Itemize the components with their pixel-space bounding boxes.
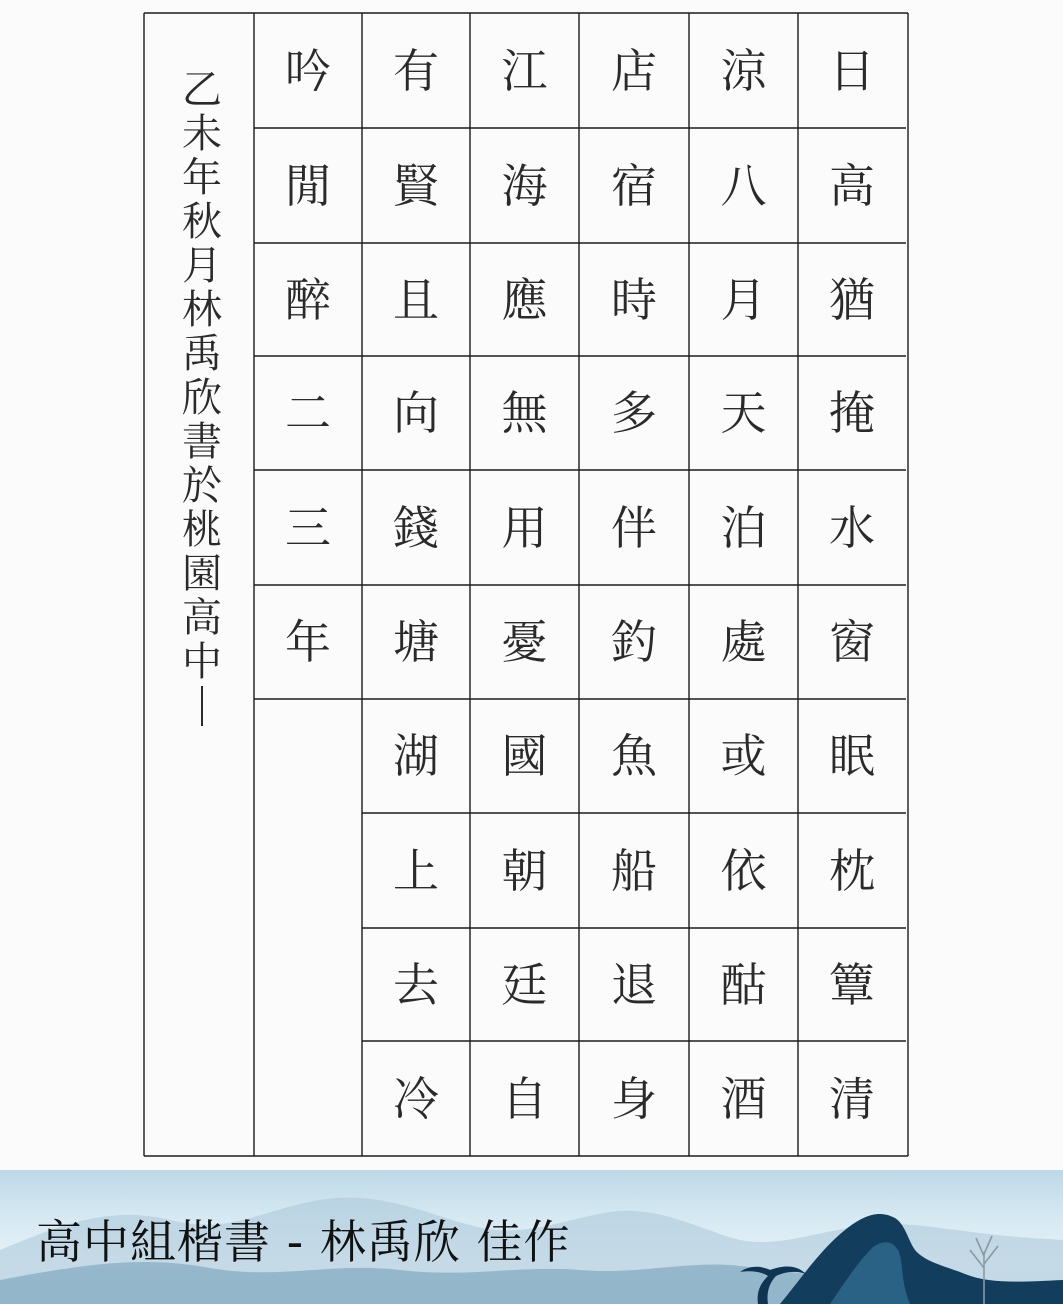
signature-character: 月 xyxy=(182,243,222,289)
signature-character: 未 xyxy=(182,111,222,157)
character-cell: 且 xyxy=(393,272,439,327)
character-cell: 涼 xyxy=(720,43,767,98)
character-cell: 伴 xyxy=(611,500,657,555)
character-cell: 泊 xyxy=(720,500,767,555)
character-cell: 身 xyxy=(611,1071,657,1126)
signature-column xyxy=(152,68,252,726)
character-cell: 二 xyxy=(285,386,331,440)
character-cell: 去 xyxy=(393,957,439,1012)
character-cell: 閒 xyxy=(285,158,331,213)
character-cell: 枕 xyxy=(829,843,875,898)
character-cell: 眠 xyxy=(829,729,875,783)
character-cell: 無 xyxy=(501,386,548,440)
character-cell: 賢 xyxy=(393,158,439,213)
signature-character: 桃 xyxy=(182,507,222,553)
signature-character: 秋 xyxy=(182,199,222,245)
character-cell: 自 xyxy=(501,1071,548,1126)
character-cell: 醉 xyxy=(285,272,331,327)
character-cell: 船 xyxy=(611,843,657,898)
caption-title: 高中組楷書 - 林禹欣 佳作 xyxy=(36,1215,571,1269)
character-cell: 國 xyxy=(501,729,548,783)
character-cell: 廷 xyxy=(501,957,548,1012)
character-cell: 宿 xyxy=(611,158,657,213)
signature-character: 禹 xyxy=(182,331,222,377)
character-cell: 向 xyxy=(393,386,439,440)
character-cell: 年 xyxy=(285,615,331,669)
signature-character: 中 xyxy=(182,639,222,685)
signature-character: 林 xyxy=(182,287,222,333)
character-cell: 酤 xyxy=(720,957,767,1012)
signature-character: 乙 xyxy=(182,67,222,113)
character-cell: 上 xyxy=(393,843,439,898)
character-cell: 清 xyxy=(829,1071,875,1126)
character-cell: 或 xyxy=(720,729,767,783)
character-cell: 用 xyxy=(501,500,548,555)
character-cell: 魚 xyxy=(611,729,657,783)
signature-character: 高 xyxy=(182,595,222,641)
character-cell: 錢 xyxy=(393,500,439,555)
character-cell: 時 xyxy=(611,272,657,327)
signature-character: 於 xyxy=(182,463,222,509)
character-cell: 冷 xyxy=(393,1071,439,1126)
character-cell: 塘 xyxy=(393,615,439,669)
character-cell: 江 xyxy=(501,43,548,98)
character-cell: 酒 xyxy=(720,1071,767,1126)
signature-character: 書 xyxy=(182,419,222,465)
character-cell: 八 xyxy=(720,158,767,213)
character-cell: 有 xyxy=(393,43,439,98)
character-cell: 高 xyxy=(829,158,875,213)
signature-tail-stroke xyxy=(201,686,203,726)
signature-character: 年 xyxy=(182,155,222,201)
character-cell: 掩 xyxy=(829,386,875,440)
character-cell: 簟 xyxy=(829,957,875,1012)
character-cell: 水 xyxy=(829,500,875,555)
signature-character: 園 xyxy=(182,551,222,597)
character-cell: 朝 xyxy=(501,843,548,898)
character-cell: 三 xyxy=(285,500,331,555)
character-cell: 憂 xyxy=(501,615,548,669)
signature-character: 欣 xyxy=(182,375,222,421)
character-cell: 湖 xyxy=(393,729,439,783)
character-cell: 應 xyxy=(501,272,548,327)
character-cell: 處 xyxy=(720,615,767,669)
character-cell: 猶 xyxy=(829,272,875,327)
character-cell: 依 xyxy=(720,843,767,898)
character-cell: 吟 xyxy=(285,43,331,98)
character-cell: 釣 xyxy=(611,615,657,669)
character-cell: 海 xyxy=(501,158,548,213)
character-cell: 窗 xyxy=(829,615,875,669)
character-cell: 天 xyxy=(720,386,767,440)
character-cell: 日 xyxy=(829,43,875,98)
character-cell: 店 xyxy=(611,43,657,98)
character-cell: 月 xyxy=(720,272,767,327)
caption-banner xyxy=(0,1170,1063,1304)
character-cell: 退 xyxy=(611,957,657,1012)
character-cell: 多 xyxy=(611,386,657,440)
